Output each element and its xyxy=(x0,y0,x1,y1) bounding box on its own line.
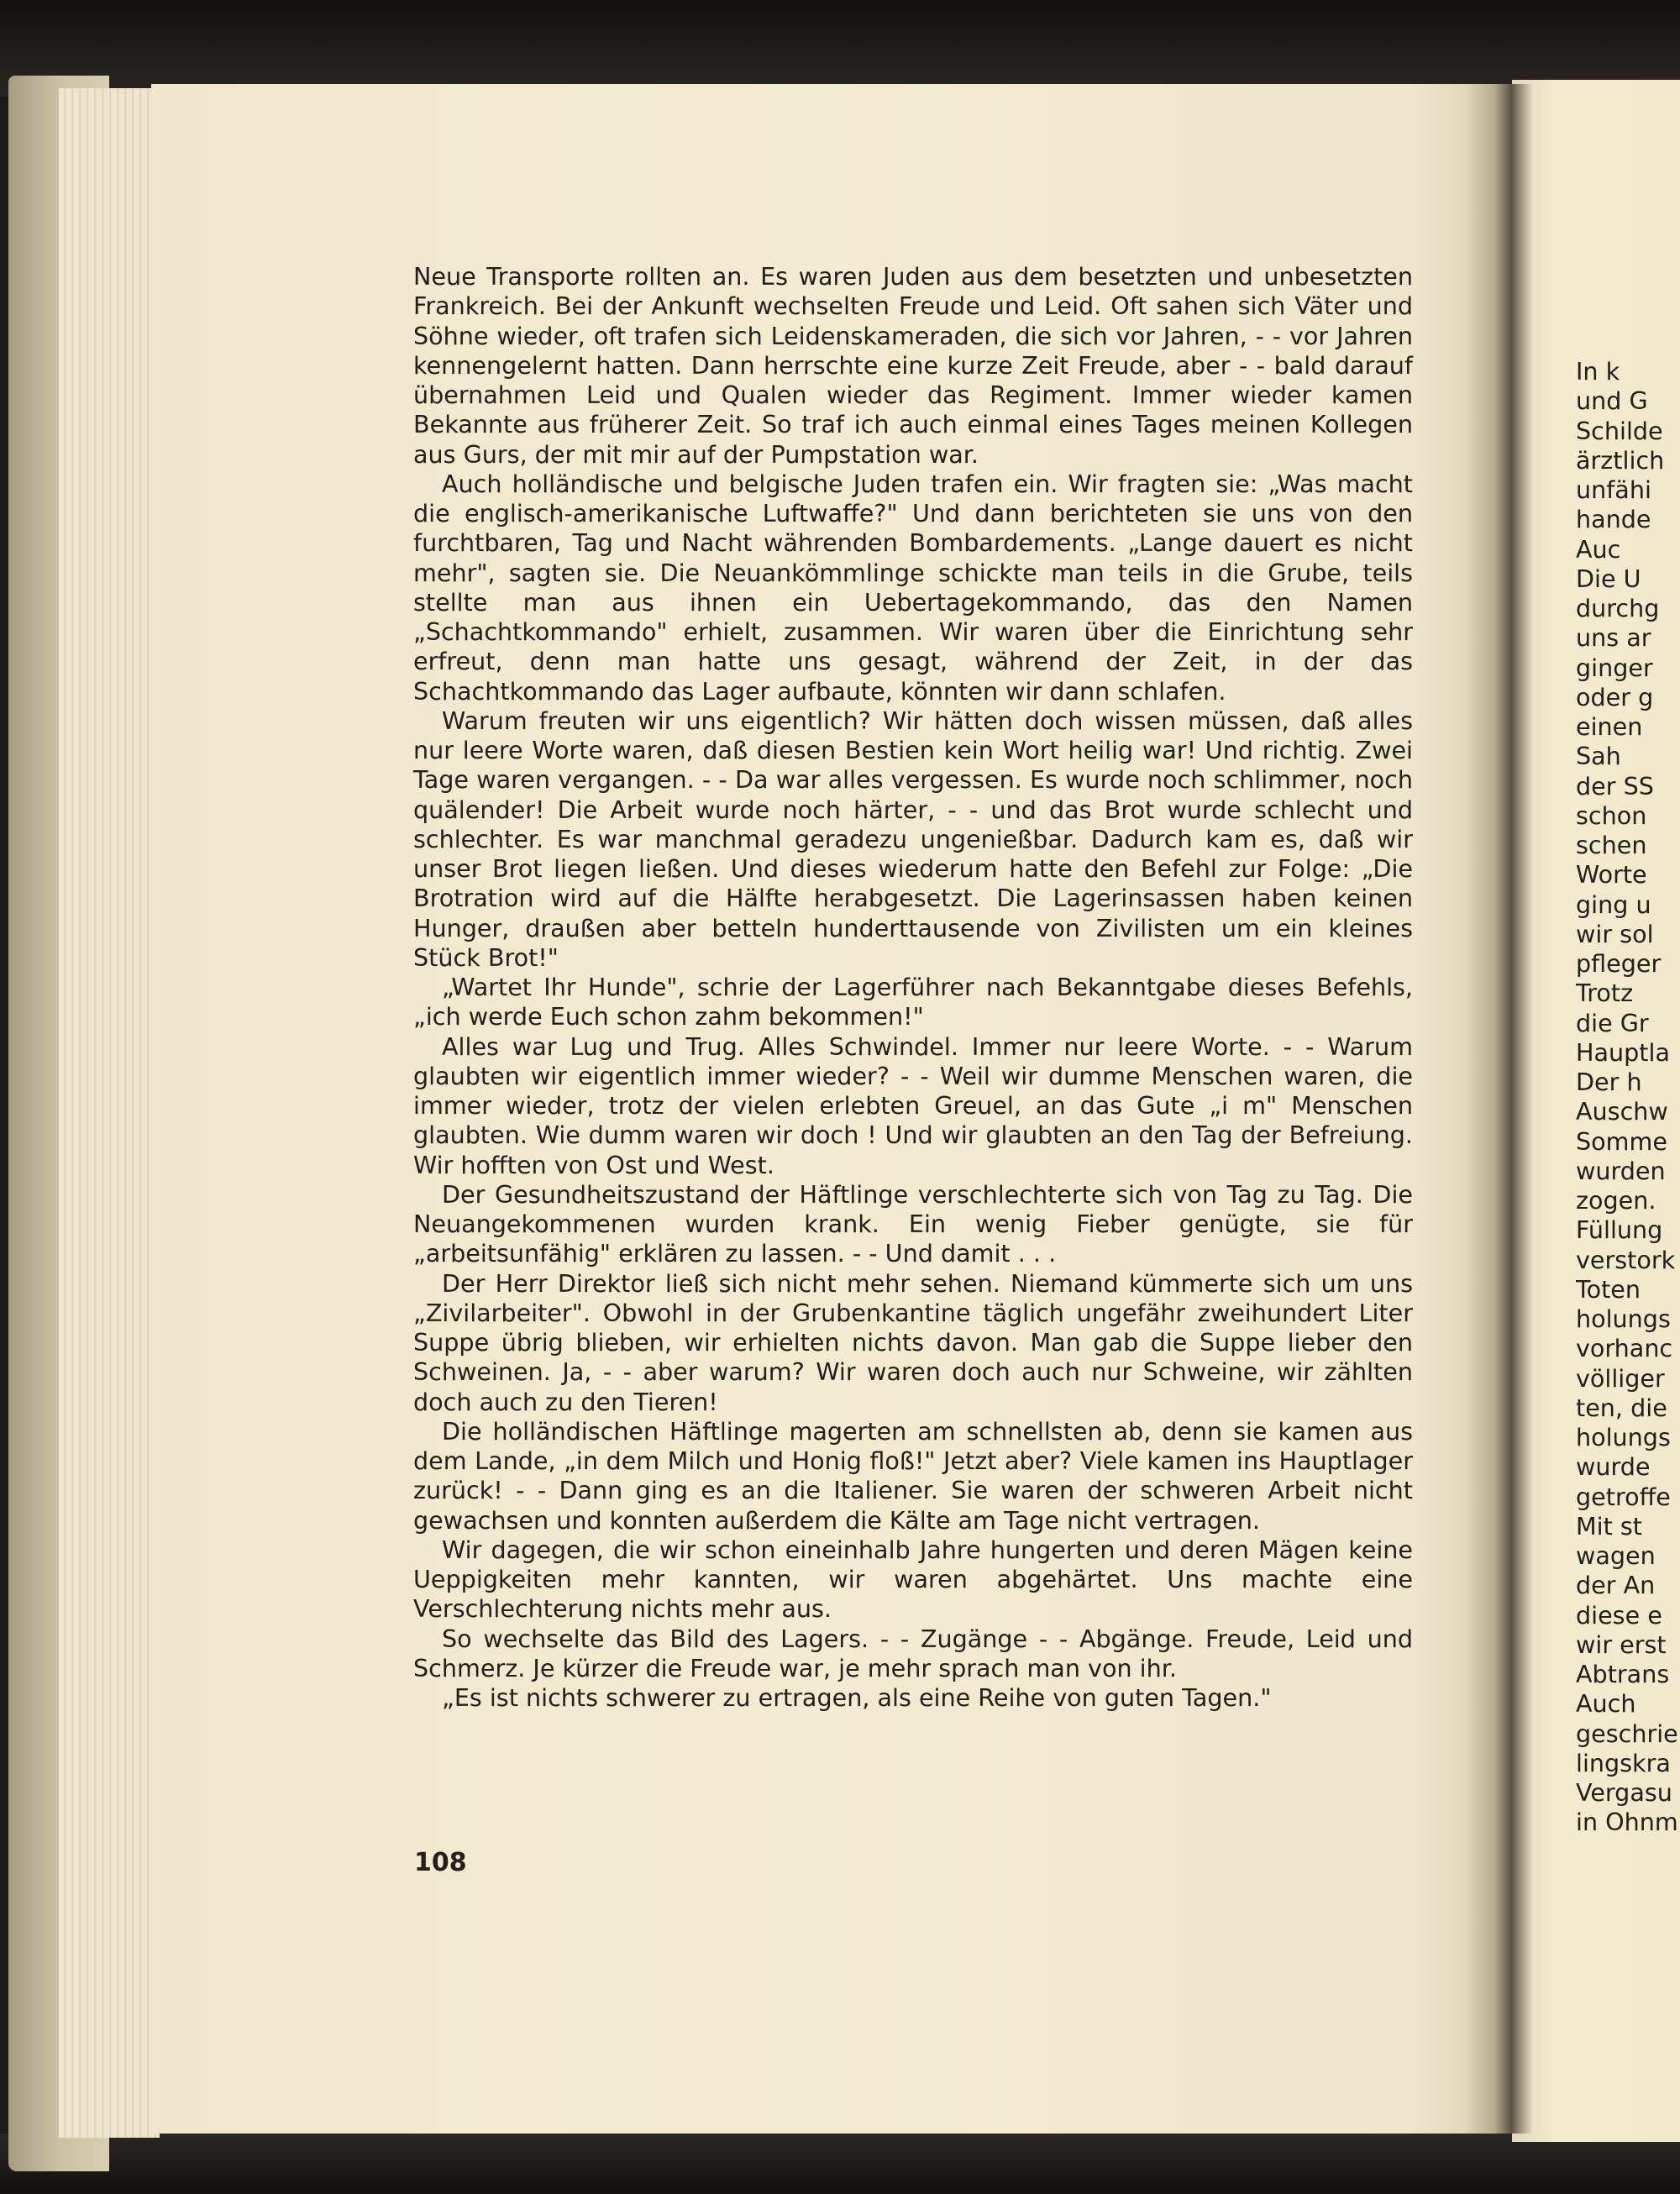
dark-backdrop-bottom xyxy=(0,2134,1680,2194)
right-page-line: Auc xyxy=(1576,534,1621,564)
right-page-line: Mit st xyxy=(1576,1511,1643,1541)
right-page-text-fragments xyxy=(1576,357,1680,1838)
right-page-line: schon xyxy=(1576,800,1647,830)
right-page-line: holungs xyxy=(1576,1304,1671,1333)
right-page-line: Somme xyxy=(1576,1126,1667,1156)
right-page-line: Hauptla xyxy=(1576,1037,1670,1067)
paragraph: Wir dagegen, die wir schon eineinhalb Jahre hungerten und deren Mägen keine Ueppigkeiten mehr kannten, wir waren abgehärtet. Uns machte eine Verschlechterung nichts mehr aus. xyxy=(413,1535,1413,1624)
right-page-line: durchg xyxy=(1576,594,1660,622)
right-page-line: uns ar xyxy=(1576,623,1651,653)
right-page-line: zogen. xyxy=(1576,1186,1656,1215)
closing-quote: „Es ist nichts schwerer zu ertragen, als eine Reihe von guten Tagen." xyxy=(442,1683,1272,1712)
right-page-line: völliger xyxy=(1576,1363,1665,1393)
right-page-line: holungs xyxy=(1576,1423,1671,1451)
right-page-line: Schilde xyxy=(1576,416,1663,445)
paragraph: Der Herr Direktor ließ sich nicht mehr sehen. Niemand kümmerte sich um uns „Zivilarbeiter". Obwohl in der Grubenkantine täglich ungefähr zweihundert Liter Suppe übrig blieben, wir erhielten nichts davon. Man gab die Suppe lieber den Schweinen. Ja, - - aber warum? Wir waren doch auch nur Schweine, wir zählten doch auch zu den Tieren! xyxy=(413,1268,1413,1416)
right-page-line: vorhanc xyxy=(1576,1334,1673,1363)
right-page-line: und G xyxy=(1576,386,1648,416)
paragraph: Der Gesundheitszustand der Häftlinge verschlechterte sich von Tag zu Tag. Die Neuangekommenen wurden krank. Ein wenig Fieber genügte, sie für „arbeitsunfähig" erklären zu lassen. - - Und damit . . . xyxy=(413,1179,1413,1268)
right-page-line: wir sol xyxy=(1576,919,1654,948)
right-page-line: oder g xyxy=(1576,682,1654,711)
page-number: 108 xyxy=(414,1848,467,1877)
right-page-line: Auch xyxy=(1576,1689,1636,1719)
paragraph: So wechselte das Bild des Lagers. - - Zugänge - - Abgänge. Freude, Leid und Schmerz. Je kürzer die Freude war, je mehr sprach man von ihr. xyxy=(413,1624,1413,1682)
right-page-line: einen xyxy=(1576,712,1643,741)
right-page-line: Füllung xyxy=(1576,1215,1663,1245)
stacked-page-edges xyxy=(59,88,160,2138)
paragraph: Alles war Lug und Trug. Alles Schwindel. Immer nur leere Worte. - - Warum glaubten wir eigentlich immer wieder? - - Weil wir dumme Menschen waren, die immer wieder, trotz der vielen erlebten Greuel, an das Gute „i m" Menschen glaubten. Wie dumm waren wir doch ! Und wir glaubten an den Tag der Befreiung. Wir hofften von Ost und West. xyxy=(413,1031,1413,1179)
right-page-line: ärztlich xyxy=(1576,445,1665,475)
right-page-line: getroffe xyxy=(1576,1482,1671,1511)
body-text xyxy=(413,262,1413,1713)
right-page-line: In k xyxy=(1576,357,1620,386)
paragraph: Warum freuten wir uns eigentlich? Wir hätten doch wissen müssen, daß alles nur leere Worte waren, daß diesen Bestien kein Wort heilig war! Und richtig. Zwei Tage waren vergangen. - - Da war alles vergessen. Es wurde noch schlimmer, noch quälender! Die Arbeit wurde noch härter, - - und das Brot wurde schlecht und schlechter. Es war manchmal geradezu ungenießbar. Dadurch kam es, daß wir unser Brot liegen ließen. Und dieses wiederum hatte den Befehl zur Folge: „Die Brotration wird auf die Hälfte herabgesetzt. Die Lagerinsassen haben keinen Hunger, draußen aber betteln hunderttausende von Zivilisten um ein kleines Stück Brot!" xyxy=(413,706,1413,972)
dark-backdrop-top xyxy=(0,0,1680,97)
right-page-line: wurden xyxy=(1576,1156,1666,1185)
paragraph: Neue Transporte rollten an. Es waren Juden aus dem besetzten und unbesetzten Frankreich. Bei der Ankunft wechselten Freude und Leid. Oft sahen sich Väter und Söhne wieder, oft trafen sich Leidenskameraden, die sich vor Jahren, - - vor Jahren kennengelernt hatten. Dann herrschte eine kurze Zeit Freude, aber - - bald darauf übernahmen Leid und Qualen wieder das Regiment. Immer wieder kamen Bekannte aus früherer Zeit. So traf ich auch einmal eines Tages meinen Kollegen aus Gurs, der mit mir auf der Pumpstation war. xyxy=(413,262,1413,469)
right-page-line: der An xyxy=(1576,1571,1656,1600)
right-page-line: Sah xyxy=(1576,742,1621,771)
right-page-line: hande xyxy=(1576,505,1651,534)
right-page-line: lingskra xyxy=(1576,1748,1671,1777)
right-page-line: Vergasu xyxy=(1576,1778,1672,1807)
paragraph: Auch holländische und belgische Juden trafen ein. Wir fragten sie: „Was macht die englisch-amerikanische Luftwaffe?" Und dann berichteten sie uns von den furchtbaren, Tag und Nacht währenden Bombardements. „Lange dauert es nicht mehr", sagten sie. Die Neuankömmlinge schickte man teils in die Grube, teils stellte man aus ihnen ein Uebertagekommando, das den Namen „Schachtkommando" erhielt, zusammen. Wir waren über die Einrichtung sehr erfreut, denn man hatte uns gesagt, während der Zeit, in der das Schachtkommando das Lager aufbaute, könnten wir dann schlafen. xyxy=(413,469,1413,706)
paragraph: „Wartet Ihr Hunde", schrie der Lagerführer nach Bekanntgabe dieses Befehls, „ich werde Euch schon zahm bekommen!" xyxy=(413,973,1413,1031)
right-page-line: Trotz xyxy=(1576,979,1634,1008)
paragraph: Die holländischen Häftlinge magerten am schnellsten ab, denn sie kamen aus dem Lande, „in dem Milch und Honig floß!" Jetzt aber? Viele kamen ins Hauptlager zurück! - - Dann ging es an die Italiener. Sie waren der schweren Arbeit nicht gewachsen und konnten außerdem die Kälte am Tage nicht vertragen. xyxy=(413,1416,1413,1535)
right-page-line: ginger xyxy=(1576,653,1653,682)
right-page-line: Auschw xyxy=(1576,1097,1668,1126)
right-page-line: unfähi xyxy=(1576,475,1651,504)
right-page-line: Abtrans xyxy=(1576,1660,1670,1688)
right-page-line: wurde xyxy=(1576,1452,1651,1482)
right-page-line: die Gr xyxy=(1576,1008,1649,1037)
right-page-line: verstork xyxy=(1576,1245,1676,1274)
right-page-line: Worte xyxy=(1576,860,1647,890)
right-page-line: Der h xyxy=(1576,1068,1642,1096)
right-page-line: Toten xyxy=(1576,1274,1641,1304)
right-page-line: der SS xyxy=(1576,771,1654,800)
right-page-line: wagen xyxy=(1576,1541,1656,1570)
right-page-line: pfleger xyxy=(1576,949,1662,978)
right-page-line: diese e xyxy=(1576,1600,1662,1630)
right-page-line: schen xyxy=(1576,831,1647,859)
right-page-line: wir erst xyxy=(1576,1630,1667,1659)
right-page-line: Die U xyxy=(1576,564,1641,593)
right-page-line: geschrie xyxy=(1576,1719,1678,1748)
right-page-line: ging u xyxy=(1576,890,1651,919)
book-gutter xyxy=(1462,84,1533,2134)
right-page-line: ten, die xyxy=(1576,1393,1667,1422)
right-page-line: in Ohnm xyxy=(1576,1808,1678,1837)
